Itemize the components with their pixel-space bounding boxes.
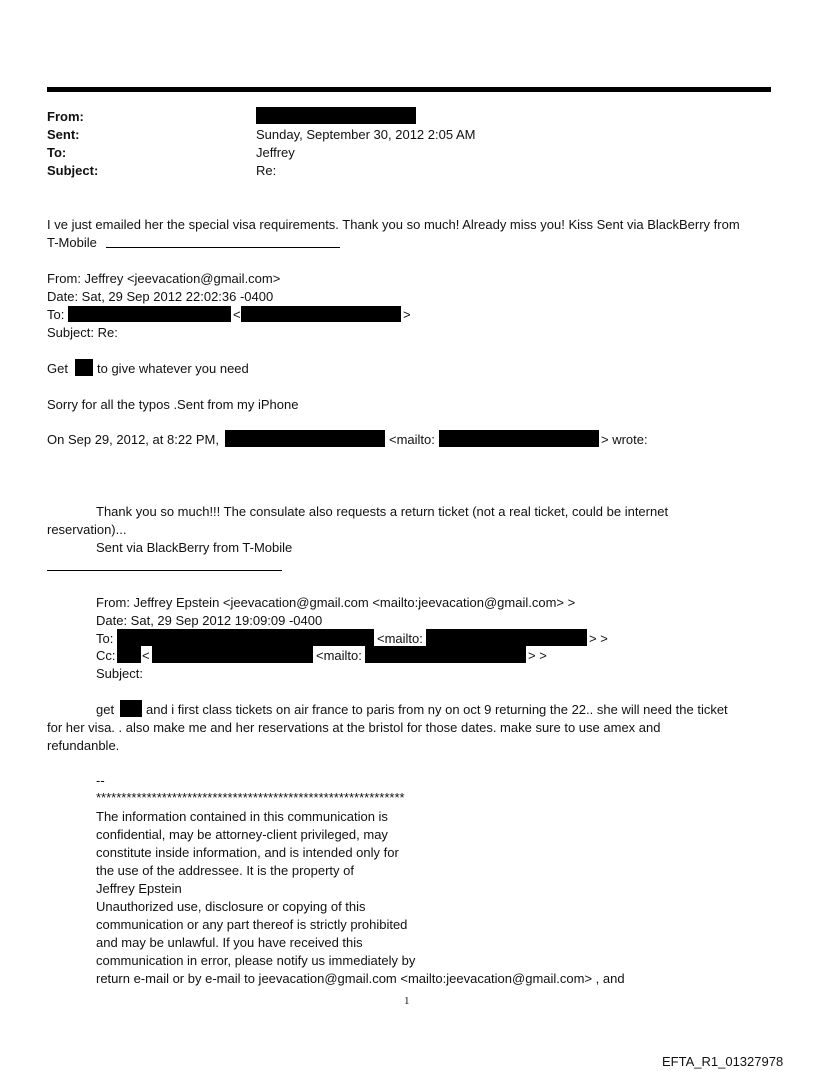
quote1-subject: Subject: Re: bbox=[47, 325, 118, 340]
quote2-cc-end: > > bbox=[528, 648, 547, 663]
quote2-cc-label: Cc: bbox=[96, 648, 116, 663]
quote1-to-label: To: bbox=[47, 307, 65, 322]
thanks-line-1: Thank you so much!!! The consulate also requests a return ticket (not a real ticket, could be internet bbox=[96, 504, 669, 519]
quote2-cc-mailto: <mailto: bbox=[316, 648, 362, 663]
disclaimer-line: The information contained in this communication is bbox=[96, 809, 388, 824]
quote1-date: Date: Sat, 29 Sep 2012 22:02:36 -0400 bbox=[47, 289, 274, 304]
get-prefix: Get bbox=[47, 361, 68, 376]
redaction-bar bbox=[426, 629, 587, 646]
subject-label: Subject: bbox=[47, 163, 99, 178]
disclaimer-line: confidential, may be attorney-client privileged, may bbox=[96, 827, 388, 842]
redaction-bar bbox=[117, 646, 141, 663]
document-id: EFTA_R1_01327978 bbox=[662, 1054, 784, 1069]
quote2-date: Date: Sat, 29 Sep 2012 19:09:09 -0400 bbox=[96, 613, 323, 628]
disclaimer-line: communication or any part thereof is strictly prohibited bbox=[96, 917, 408, 932]
disclaimer-line: return e-mail or by e-mail to jeevacation@gmail.com <mailto:jeevacation@gmail.com> , and bbox=[96, 971, 625, 986]
redaction-bar bbox=[120, 700, 142, 717]
get2-line-2: for her visa. . also make me and her reservations at the bristol for those dates. make sure to use amex and bbox=[47, 720, 661, 735]
redaction-bar bbox=[75, 359, 93, 376]
redaction-bar bbox=[152, 646, 313, 663]
get2-line-3: refundanble. bbox=[47, 738, 120, 753]
sorry-line: Sorry for all the typos .Sent from my iPhone bbox=[47, 397, 299, 412]
signature-stars: ************************************************************* bbox=[96, 790, 405, 805]
reply-line-1: I ve just emailed her the special visa requirements. Thank you so much! Already miss you! Kiss Sent via BlackBerry from bbox=[47, 217, 740, 232]
quote2-to-mailto: <mailto: bbox=[377, 631, 423, 646]
thanks-line-2: reservation)... bbox=[47, 522, 127, 537]
disclaimer-line: and may be unlawful. If you have received this bbox=[96, 935, 363, 950]
to-label: To: bbox=[47, 145, 67, 160]
from-label: From: bbox=[47, 109, 84, 124]
thanks-line-3: Sent via BlackBerry from T-Mobile bbox=[96, 540, 293, 555]
get-suffix: to give whatever you need bbox=[97, 361, 249, 376]
separator-underline bbox=[47, 570, 282, 571]
redaction-bar bbox=[439, 430, 599, 447]
signature-dash: -- bbox=[96, 773, 105, 788]
quote2-subject: Subject: bbox=[96, 666, 143, 681]
get2-prefix: get bbox=[96, 702, 115, 717]
header-rule bbox=[47, 87, 771, 92]
redaction-bar bbox=[225, 430, 385, 447]
redaction-bar bbox=[241, 306, 401, 322]
quote2-to-label: To: bbox=[96, 631, 114, 646]
quote2-from: From: Jeffrey Epstein <jeevacation@gmail.com <mailto:jeevacation@gmail.com> > bbox=[96, 595, 576, 610]
quote1-from: From: Jeffrey <jeevacation@gmail.com> bbox=[47, 271, 281, 286]
disclaimer-line: communication in error, please notify us immediately by bbox=[96, 953, 416, 968]
redaction-bar bbox=[256, 107, 416, 124]
page-number: 1 bbox=[404, 995, 410, 1007]
on-mailto: <mailto: bbox=[389, 432, 435, 447]
quote2-to-end: > > bbox=[589, 631, 608, 646]
quote1-lt: < bbox=[233, 307, 241, 322]
disclaimer-line: Unauthorized use, disclosure or copying of this bbox=[96, 899, 366, 914]
disclaimer-line: the use of the addressee. It is the property of bbox=[96, 863, 354, 878]
separator-underline bbox=[106, 247, 340, 248]
subject-value: Re: bbox=[256, 163, 277, 178]
on-prefix: On Sep 29, 2012, at 8:22 PM, bbox=[47, 432, 220, 447]
quote1-gt: > bbox=[403, 307, 411, 322]
redaction-bar bbox=[365, 646, 526, 663]
sent-value: Sunday, September 30, 2012 2:05 AM bbox=[256, 127, 476, 142]
disclaimer-line: constitute inside information, and is intended only for bbox=[96, 845, 399, 860]
sent-label: Sent: bbox=[47, 127, 80, 142]
redaction-bar bbox=[68, 306, 231, 322]
on-wrote: > wrote: bbox=[601, 432, 648, 447]
redaction-bar bbox=[117, 629, 374, 646]
get2-suffix: and i first class tickets on air france to paris from ny on oct 9 returning the 22.. she will need the ticket bbox=[146, 702, 728, 717]
disclaimer-line: Jeffrey Epstein bbox=[96, 881, 182, 896]
reply-line-2: T-Mobile bbox=[47, 235, 97, 250]
to-value: Jeffrey bbox=[256, 145, 295, 160]
quote2-cc-lt: < bbox=[142, 648, 150, 663]
